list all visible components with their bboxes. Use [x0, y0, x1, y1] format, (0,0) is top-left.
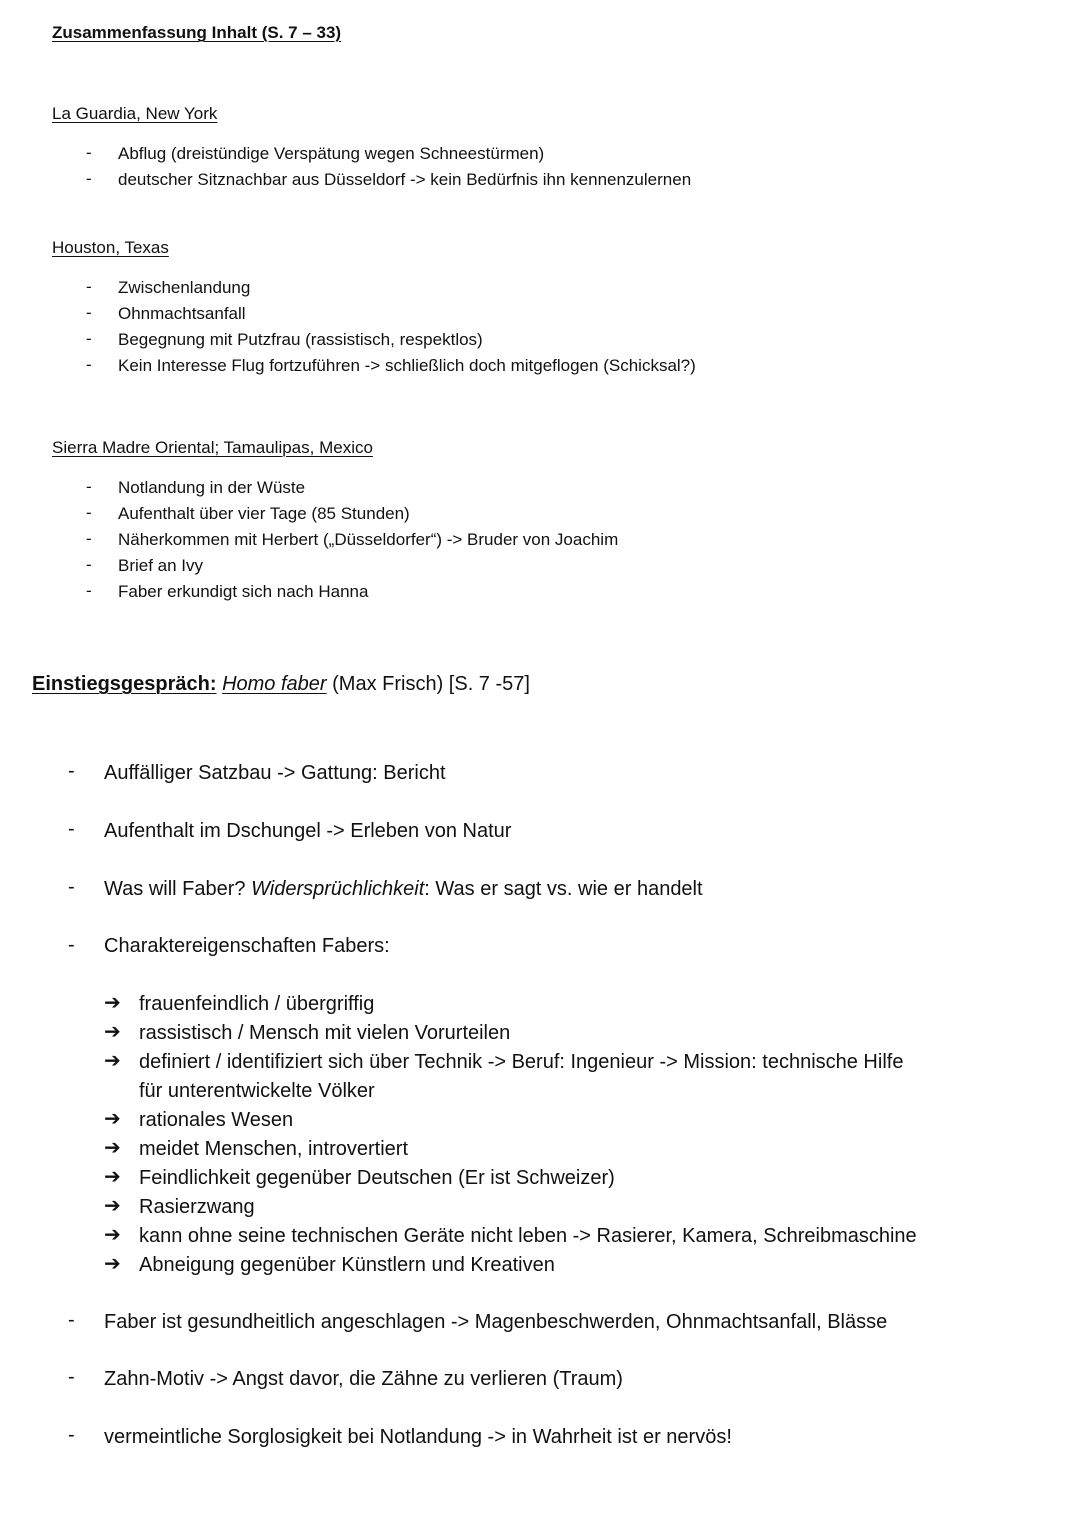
bullet-dash: - — [68, 1366, 75, 1388]
list-item: Faber ist gesundheitlich angeschlagen -> Magenbeschwerden, Ohnmachtsanfall, Blässe — [104, 1311, 888, 1333]
arrow-icon: ➔ — [104, 1224, 121, 1246]
trait-item: definiert / identifiziert sich über Technik -> Beruf: Ingenieur -> Mission: technische Hilfe — [139, 1051, 904, 1073]
bullet-dash: - — [68, 818, 75, 840]
list-item: Faber erkundigt sich nach Hanna — [118, 582, 369, 601]
bullet-dash: - — [86, 329, 92, 348]
list-item: Zahn-Motiv -> Angst davor, die Zähne zu verlieren (Traum) — [104, 1368, 623, 1390]
trait-item: Feindlichkeit gegenüber Deutschen (Er ist Schweizer) — [139, 1167, 615, 1189]
bullet-dash: - — [86, 477, 92, 496]
arrow-icon: ➔ — [104, 1195, 121, 1217]
summary-title: Zusammenfassung Inhalt (S. 7 – 33) — [52, 23, 342, 42]
list-item: deutscher Sitznachbar aus Düsseldorf -> kein Bedürfnis ihn kennenzulernen — [118, 170, 692, 189]
point-suffix: : Was er sagt vs. wie er handelt — [424, 878, 703, 900]
einstieg-label: Einstiegsgespräch: — [32, 673, 217, 695]
bullet-dash: - — [68, 934, 75, 956]
bullet-dash: - — [68, 1424, 75, 1446]
arrow-icon: ➔ — [104, 1108, 121, 1130]
bullet-dash: - — [86, 529, 92, 548]
einstieg-heading-rest: (Max Frisch) [S. 7 -57] — [326, 673, 530, 695]
trait-item: frauenfeindlich / übergriffig — [139, 993, 375, 1015]
list-item: vermeintliche Sorglosigkeit bei Notlandung -> in Wahrheit ist er nervös! — [104, 1426, 732, 1448]
arrow-icon: ➔ — [104, 1253, 121, 1275]
arrow-icon: ➔ — [104, 1050, 121, 1072]
list-item — [104, 875, 703, 904]
trait-item: kann ohne seine technischen Geräte nicht leben -> Rasierer, Kamera, Schreibmaschine — [139, 1225, 917, 1247]
bullet-dash: - — [68, 876, 75, 898]
list-item: Notlandung in der Wüste — [118, 478, 306, 497]
list-item: Charaktereigenschaften Fabers: — [104, 935, 390, 957]
bullet-dash: - — [86, 355, 92, 374]
bullet-dash: - — [86, 503, 92, 522]
list-item: Brief an Ivy — [118, 556, 204, 575]
bullet-dash: - — [68, 1309, 75, 1331]
point-prefix: Was will Faber? — [104, 878, 252, 900]
list-item: Auffälliger Satzbau -> Gattung: Bericht — [104, 762, 446, 784]
bullet-dash: - — [86, 555, 92, 574]
bullet-dash: - — [86, 581, 92, 600]
list-item: Ohnmachtsanfall — [118, 304, 246, 323]
arrow-icon: ➔ — [104, 992, 121, 1014]
list-item: Zwischenlandung — [118, 278, 251, 297]
list-item: Abflug (dreistündige Verspätung wegen Schneestürmen) — [118, 144, 545, 163]
trait-item-continuation: für unterentwickelte Völker — [139, 1080, 375, 1102]
arrow-icon: ➔ — [104, 1021, 121, 1043]
bullet-dash: - — [86, 277, 92, 296]
section-heading-houston: Houston, Texas — [52, 238, 169, 257]
trait-item: meidet Menschen, introvertiert — [139, 1138, 409, 1160]
arrow-icon: ➔ — [104, 1137, 121, 1159]
book-title: Homo faber — [222, 673, 327, 695]
list-item: Aufenthalt im Dschungel -> Erleben von Natur — [104, 820, 512, 842]
bullet-dash: - — [86, 143, 92, 162]
section-heading-sierra-madre: Sierra Madre Oriental; Tamaulipas, Mexico — [52, 438, 373, 457]
list-item: Kein Interesse Flug fortzuführen -> schließlich doch mitgeflogen (Schicksal?) — [118, 356, 696, 375]
trait-item: rassistisch / Mensch mit vielen Vorurteilen — [139, 1022, 511, 1044]
trait-item: Rasierzwang — [139, 1196, 255, 1218]
einstieg-heading — [32, 670, 530, 699]
arrow-icon: ➔ — [104, 1166, 121, 1188]
bullet-dash: - — [68, 760, 75, 782]
list-item: Aufenthalt über vier Tage (85 Stunden) — [118, 504, 410, 523]
list-item: Begegnung mit Putzfrau (rassistisch, respektlos) — [118, 330, 483, 349]
list-item: Näherkommen mit Herbert („Düsseldorfer“) -> Bruder von Joachim — [118, 530, 619, 549]
bullet-dash: - — [86, 303, 92, 322]
point-italic: Widersprüchlichkeit — [251, 878, 425, 900]
trait-item: Abneigung gegenüber Künstlern und Kreativen — [139, 1254, 555, 1276]
section-heading-la-guardia: La Guardia, New York — [52, 104, 218, 123]
trait-item: rationales Wesen — [139, 1109, 294, 1131]
bullet-dash: - — [86, 169, 92, 188]
